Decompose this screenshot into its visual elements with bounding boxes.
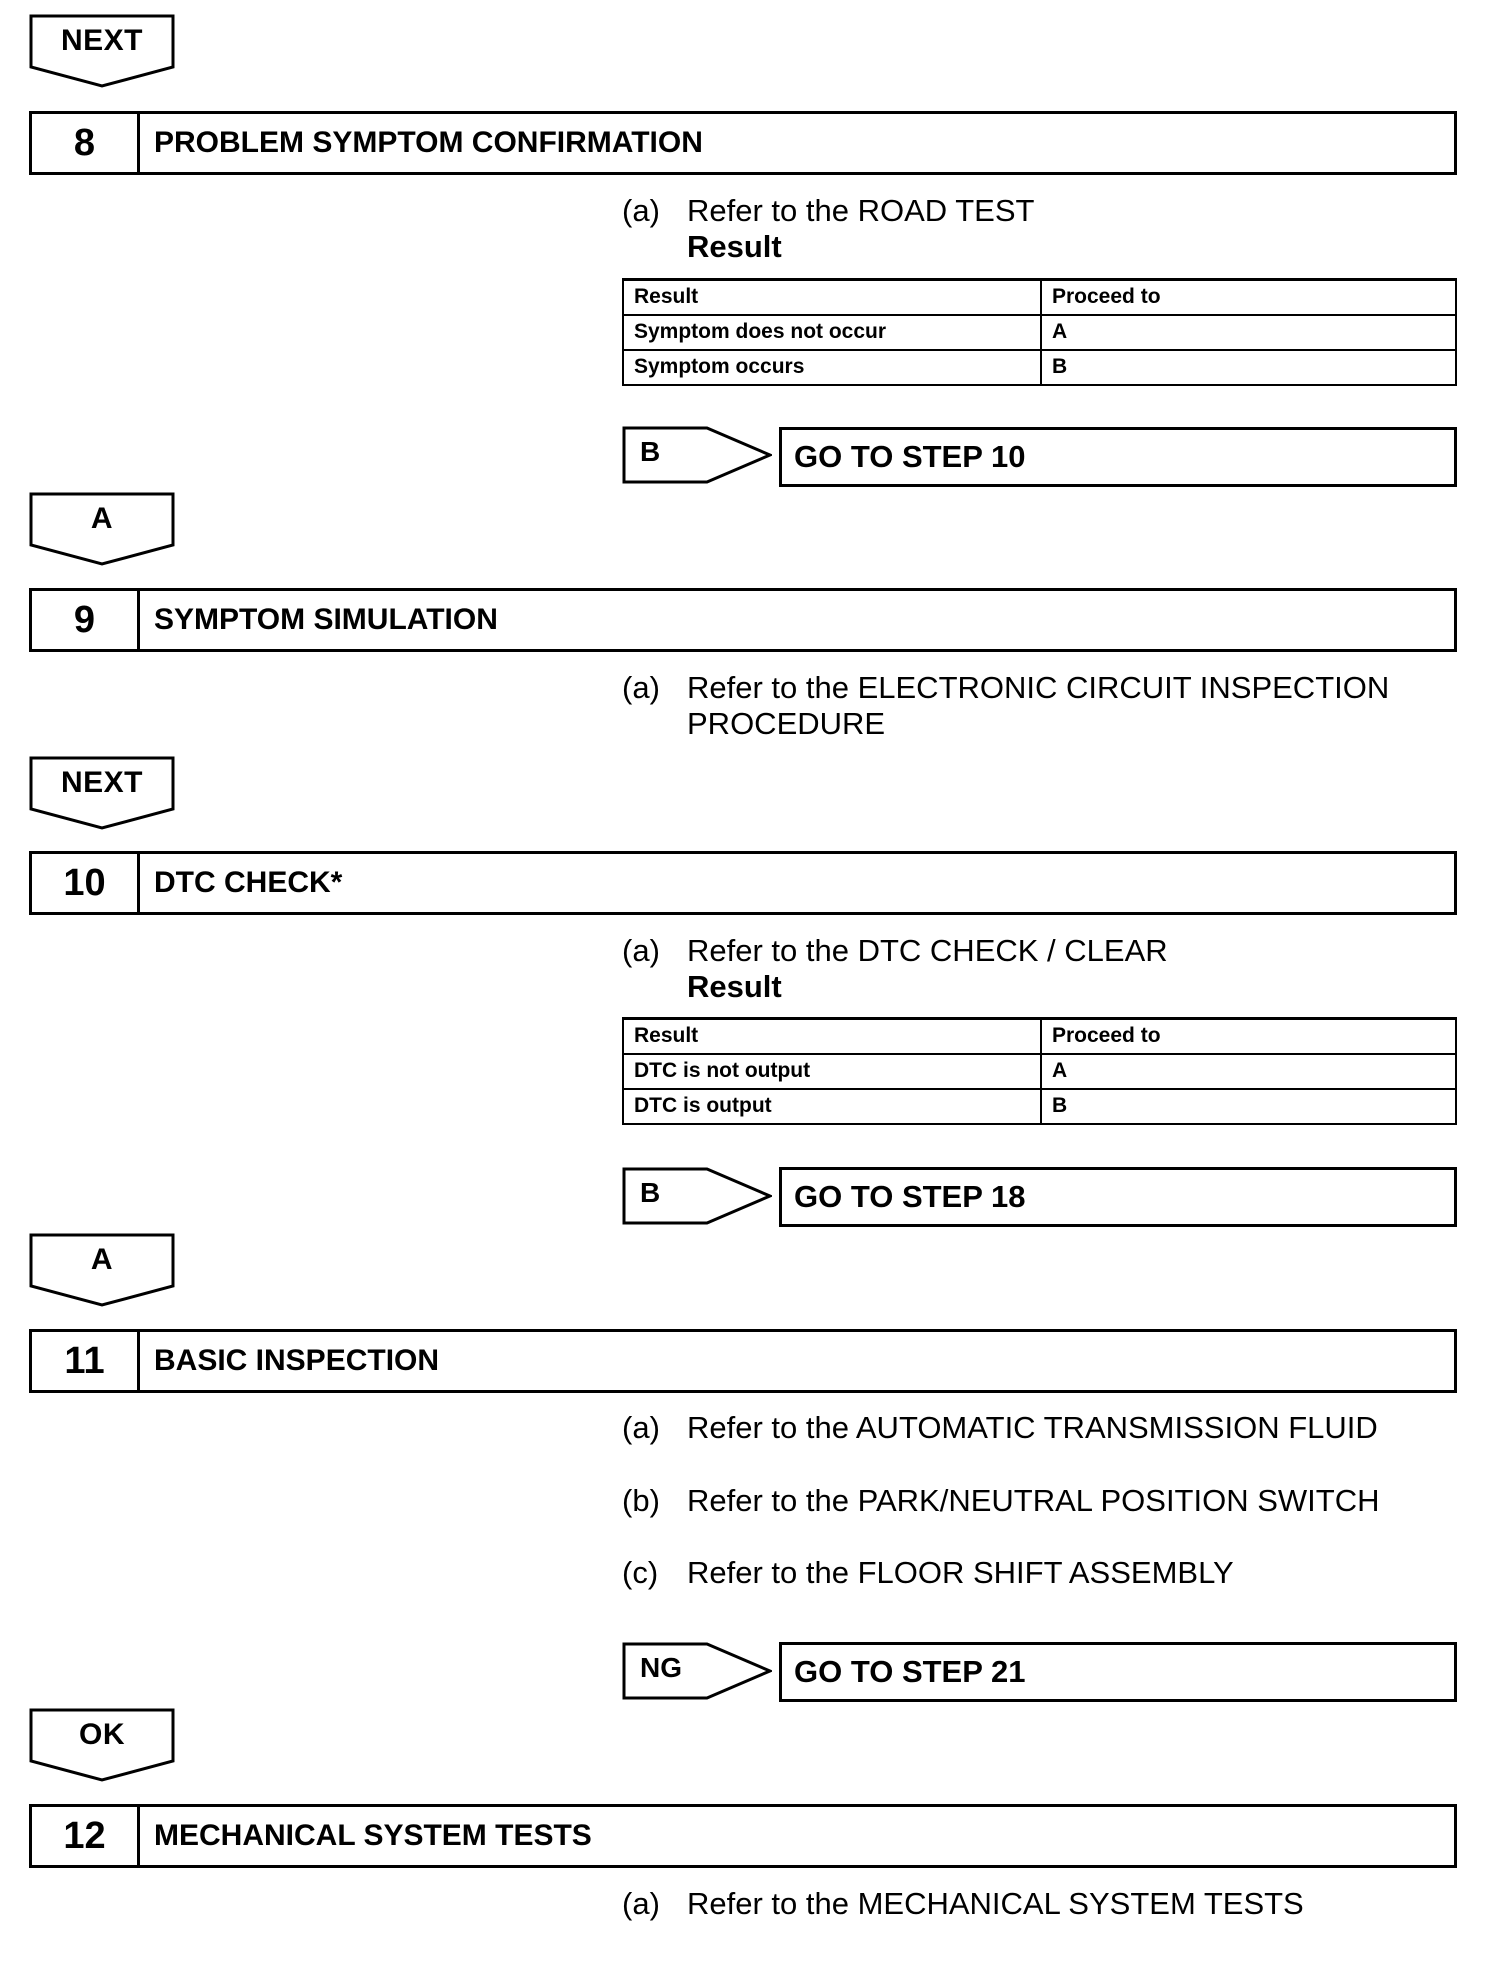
table-cell: Symptom occurs <box>623 350 1041 385</box>
table-row <box>623 350 1456 385</box>
instruction-text: Refer to the PARK/NEUTRAL POSITION SWITCH <box>687 1483 1380 1518</box>
step-title: SYMPTOM SIMULATION <box>154 603 498 636</box>
result-label: Result <box>687 229 782 264</box>
step-number: 11 <box>32 1332 140 1390</box>
instruction-letter: (b) <box>622 1483 660 1518</box>
branch-arrow-b <box>622 1167 772 1225</box>
table-row <box>623 1054 1456 1089</box>
table-header-cell: Proceed to <box>1041 1019 1456 1054</box>
flow-label: A <box>90 502 114 535</box>
table-header-cell: Result <box>623 1019 1041 1054</box>
branch-arrow-b <box>622 426 772 484</box>
instruction-text: Refer to the AUTOMATIC TRANSMISSION FLUID <box>687 1410 1378 1445</box>
branch-arrow-ng <box>622 1642 772 1700</box>
branch-label: B <box>640 436 661 467</box>
instruction-text: Refer to the DTC CHECK / CLEAR <box>687 933 1168 968</box>
goto-step-box <box>779 1642 1457 1702</box>
table-cell: DTC is not output <box>623 1054 1041 1089</box>
a-flow-arrow <box>29 492 175 566</box>
result-table <box>622 1017 1457 1125</box>
goto-step-text: GO TO STEP 18 <box>794 1179 1026 1214</box>
step-header-11 <box>29 1329 1457 1393</box>
instruction-letter: (a) <box>622 670 660 705</box>
table-cell: Symptom does not occur <box>623 315 1041 350</box>
step-title: DTC CHECK* <box>154 866 343 899</box>
table-cell: DTC is output <box>623 1089 1041 1124</box>
flow-label: A <box>90 1243 114 1276</box>
instruction-letter: (a) <box>622 1410 660 1445</box>
step-header-9 <box>29 588 1457 652</box>
a-flow-arrow <box>29 1233 175 1307</box>
instruction-text-continued: PROCEDURE <box>687 706 886 741</box>
step-title: PROBLEM SYMPTOM CONFIRMATION <box>154 126 703 159</box>
table-header-row <box>623 1019 1456 1054</box>
step-title: MECHANICAL SYSTEM TESTS <box>154 1819 592 1852</box>
table-row <box>623 1089 1456 1124</box>
table-header-cell: Result <box>623 280 1041 315</box>
table-header-row <box>623 280 1456 315</box>
next-flow-arrow <box>29 14 175 88</box>
instruction-text: Refer to the MECHANICAL SYSTEM TESTS <box>687 1886 1304 1921</box>
table-cell: A <box>1041 315 1456 350</box>
step-number: 8 <box>32 114 140 172</box>
instruction-text: Refer to the FLOOR SHIFT ASSEMBLY <box>687 1555 1234 1590</box>
instruction-letter: (c) <box>622 1555 659 1590</box>
step-header-12 <box>29 1804 1457 1868</box>
flow-label: NEXT <box>60 24 143 57</box>
instruction-letter: (a) <box>622 193 660 228</box>
table-row <box>623 315 1456 350</box>
result-label: Result <box>687 969 782 1004</box>
instruction-letter: (a) <box>622 1886 660 1921</box>
branch-label: B <box>640 1177 661 1208</box>
step-title: BASIC INSPECTION <box>154 1344 440 1377</box>
table-cell: A <box>1041 1054 1456 1089</box>
step-number: 10 <box>32 854 140 912</box>
table-header-cell: Proceed to <box>1041 280 1456 315</box>
flow-label: OK <box>79 1718 125 1751</box>
goto-step-text: GO TO STEP 21 <box>794 1654 1026 1689</box>
next-flow-arrow <box>29 756 175 830</box>
instruction-letter: (a) <box>622 933 660 968</box>
step-header-8 <box>29 111 1457 175</box>
ok-flow-arrow <box>29 1708 175 1782</box>
step-header-10 <box>29 851 1457 915</box>
step-number: 9 <box>32 591 140 649</box>
step-number: 12 <box>32 1807 140 1865</box>
result-table <box>622 278 1457 386</box>
goto-step-box <box>779 427 1457 487</box>
table-cell: B <box>1041 350 1456 385</box>
branch-label: NG <box>640 1652 682 1683</box>
instruction-text: Refer to the ROAD TEST <box>687 193 1035 228</box>
flow-label: NEXT <box>60 766 143 799</box>
goto-step-box <box>779 1167 1457 1227</box>
table-cell: B <box>1041 1089 1456 1124</box>
instruction-text: Refer to the ELECTRONIC CIRCUIT INSPECTION <box>687 670 1390 705</box>
goto-step-text: GO TO STEP 10 <box>794 439 1026 474</box>
